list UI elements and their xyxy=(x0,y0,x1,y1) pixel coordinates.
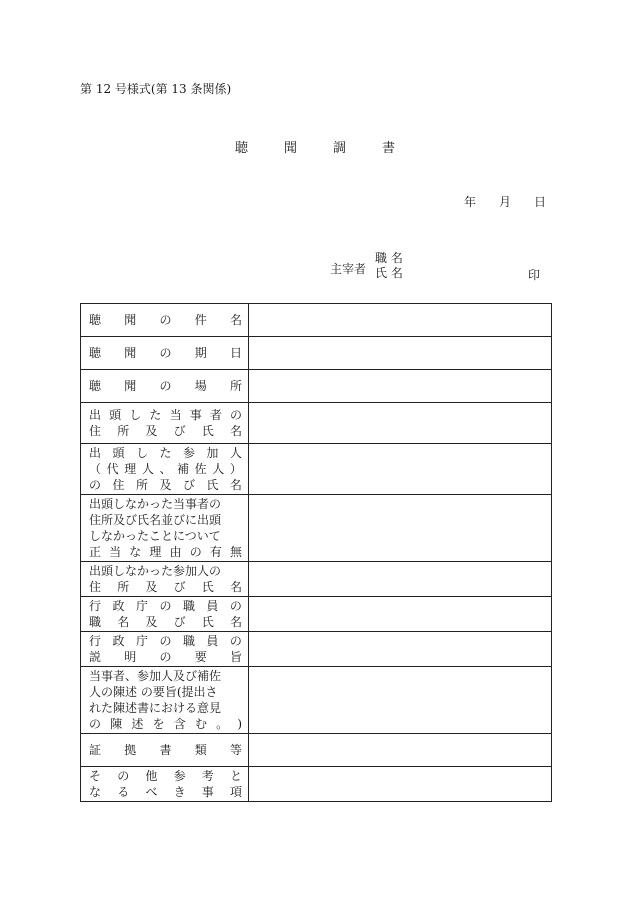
row-value[interactable] xyxy=(249,632,552,667)
row-label xyxy=(81,444,249,495)
row-label xyxy=(81,767,249,802)
presider-label: 主宰者 xyxy=(330,262,367,276)
row-label-line: 出頭しなかった参加人の xyxy=(89,564,222,578)
row-label-line: 聴 聞 の 場 所 xyxy=(89,379,242,393)
row-label-line: 出頭しなかった当事者の xyxy=(89,497,222,511)
table-row xyxy=(81,403,552,444)
row-label xyxy=(81,495,249,562)
row-label-line: 正 当 な 理 由 の 有 無 xyxy=(89,545,242,559)
row-label xyxy=(81,562,249,597)
row-label-line: 聴 聞 の 期 日 xyxy=(89,346,242,360)
row-value[interactable] xyxy=(249,597,552,632)
table-row xyxy=(81,667,552,734)
row-label xyxy=(81,734,249,767)
row-value[interactable] xyxy=(249,370,552,403)
row-label-line: 出 頭 し た 当 事 者 の xyxy=(89,408,242,422)
row-label xyxy=(81,304,249,337)
row-value[interactable] xyxy=(249,734,552,767)
row-value[interactable] xyxy=(249,337,552,370)
hearing-table-body xyxy=(81,304,552,802)
date-line xyxy=(464,193,546,210)
row-label-line: れた陳述書における意見 xyxy=(89,701,222,715)
row-label xyxy=(81,632,249,667)
date-day-label: 日 xyxy=(533,195,546,209)
table-row xyxy=(81,370,552,403)
row-label xyxy=(81,597,249,632)
hearing-record-table xyxy=(80,303,552,802)
form-number: 第 12 号様式(第 13 条関係) xyxy=(80,82,232,96)
table-row xyxy=(81,444,552,495)
row-value[interactable] xyxy=(249,444,552,495)
row-label-line: 住 所 及 び 氏 名 xyxy=(89,580,242,594)
row-label-line: 出 頭 し た 参 加 人 xyxy=(89,446,242,460)
presider-fields xyxy=(375,251,405,281)
date-year-label: 年 xyxy=(464,195,477,209)
row-label xyxy=(81,403,249,444)
row-label-line: そ の 他 参 考 と xyxy=(89,769,242,783)
table-row xyxy=(81,767,552,802)
title-char: 書 xyxy=(381,141,395,156)
row-label-line: な る べ き 事 項 xyxy=(89,785,242,799)
row-label-line: の 住 所 及 び 氏 名 xyxy=(89,478,242,492)
date-month-label: 月 xyxy=(498,195,511,209)
table-row xyxy=(81,304,552,337)
row-value[interactable] xyxy=(249,495,552,562)
row-label-line: 住所及び氏名並びに出頭 xyxy=(89,513,222,527)
row-label-line: 当事者、参加人及び補佐 xyxy=(89,669,222,683)
row-label-line: 行 政 庁 の 職 員 の xyxy=(89,599,242,613)
row-label-line: 行 政 庁 の 職 員 の xyxy=(89,634,242,648)
seal-mark: 印 xyxy=(528,268,541,282)
row-value[interactable] xyxy=(249,562,552,597)
row-label-line: しなかったことについて xyxy=(89,529,221,543)
row-value[interactable] xyxy=(249,667,552,734)
title-char: 聞 xyxy=(283,141,297,156)
row-label-line: の 陳 述 を 含 む 。 ) xyxy=(89,717,242,731)
row-label-line: 人の陳述 の要旨(提出さ xyxy=(89,685,218,699)
row-label-line: 証 拠 書 類 等 xyxy=(89,743,242,757)
presider-title-field: 職 名 xyxy=(375,251,403,265)
row-label-line: 住 所 及 び 氏 名 xyxy=(89,424,242,438)
row-label xyxy=(81,667,249,734)
row-label-line: 説 明 の 要 旨 xyxy=(89,650,242,664)
table-row xyxy=(81,632,552,667)
title-char: 聴 xyxy=(235,141,249,156)
document-title xyxy=(235,137,395,156)
row-value[interactable] xyxy=(249,304,552,337)
table-row xyxy=(81,495,552,562)
table-row xyxy=(81,337,552,370)
presider-name-field: 氏 名 xyxy=(375,266,403,280)
row-label xyxy=(81,370,249,403)
row-label-line: 聴 聞 の 件 名 xyxy=(89,313,242,327)
table-row xyxy=(81,562,552,597)
table-row xyxy=(81,734,552,767)
row-value[interactable] xyxy=(249,403,552,444)
table-row xyxy=(81,597,552,632)
title-char: 調 xyxy=(332,141,346,156)
row-label-line: 職 名 及 び 氏 名 xyxy=(89,615,242,629)
row-label xyxy=(81,337,249,370)
row-label-line: （ 代 理 人 、 補 佐 人 ） xyxy=(89,462,242,476)
row-value[interactable] xyxy=(249,767,552,802)
